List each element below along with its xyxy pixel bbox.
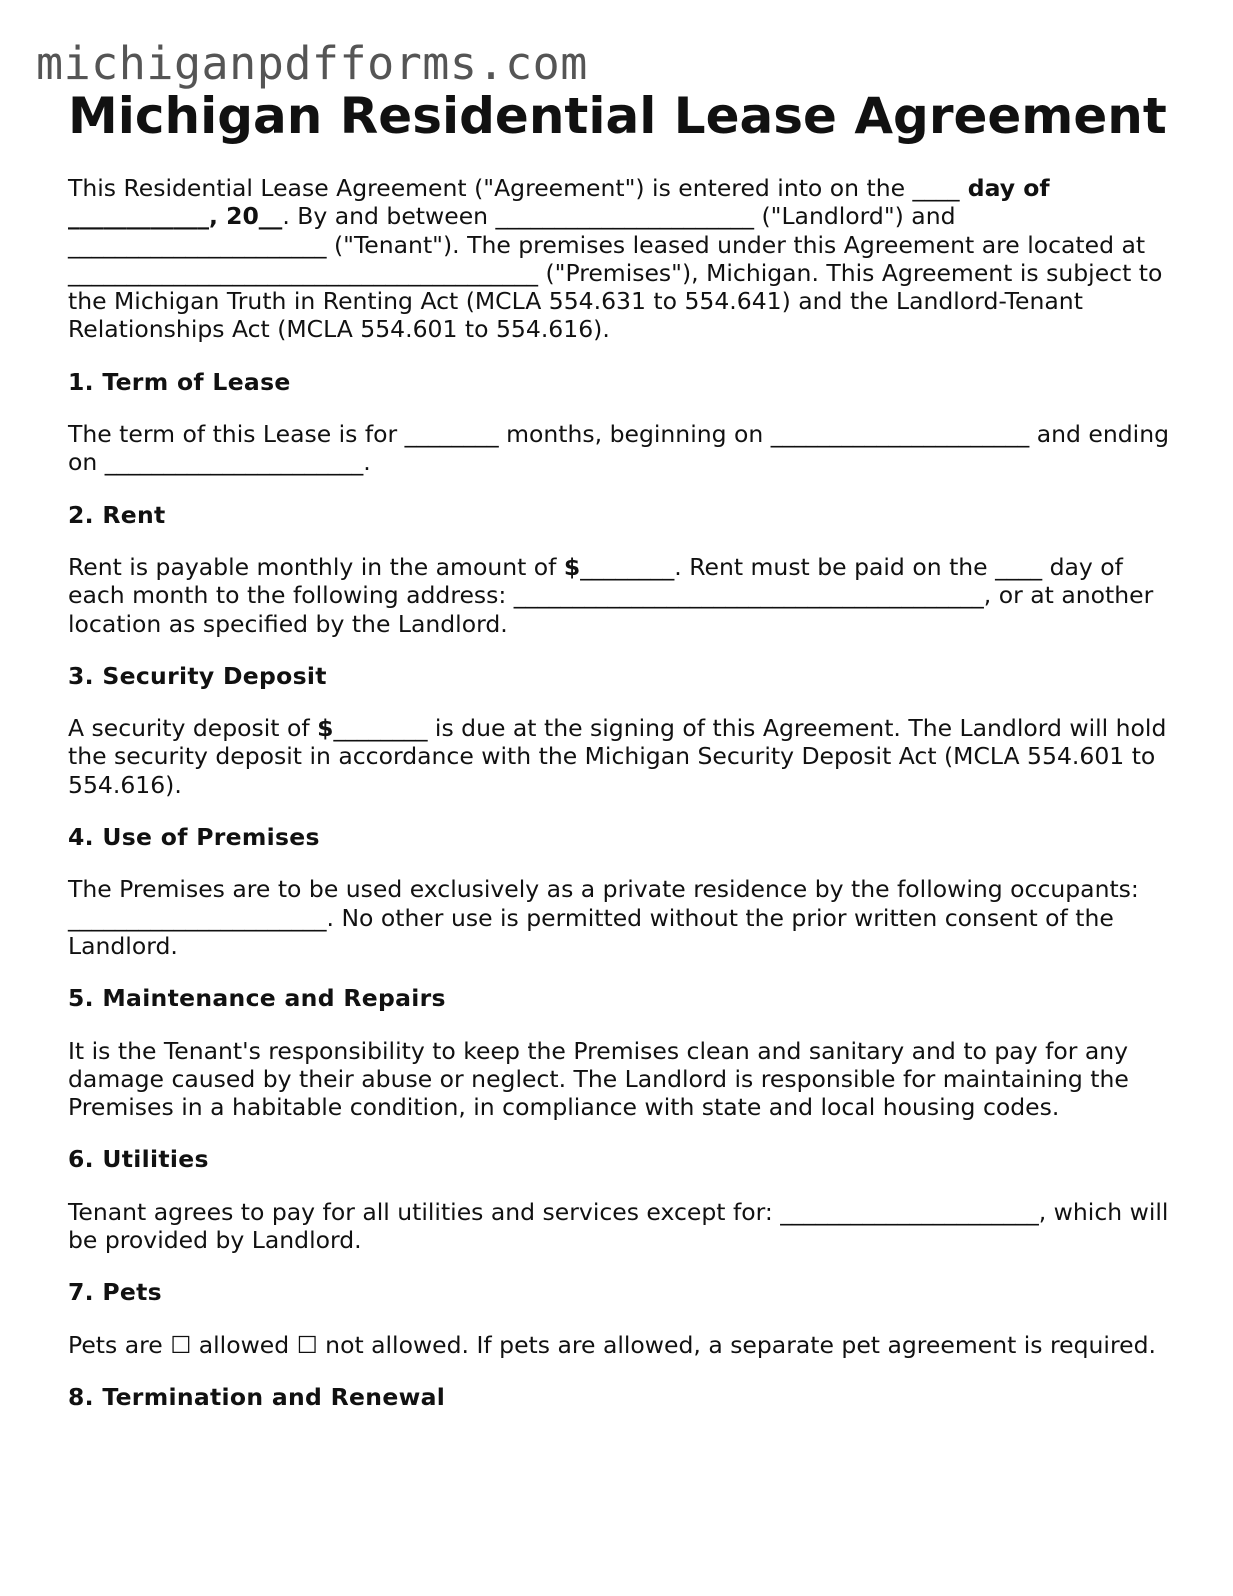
section-text-term: The term of this Lease is for ________ months, beginning on ______________________ and ending on ______________________. xyxy=(68,420,1170,477)
section-heading-termination: 8. Termination and Renewal xyxy=(68,1382,446,1411)
intro-paragraph xyxy=(68,174,1183,344)
document-title: Michigan Residential Lease Agreement xyxy=(68,87,1167,145)
section-text-utilities: Tenant agrees to pay for all utilities and services except for: ______________________, which will be provided by Landlord. xyxy=(68,1197,1169,1255)
intro-bold-2-blank: ____________ xyxy=(68,202,209,231)
intro-bold-1: day of xyxy=(959,174,1050,202)
site-watermark: michiganpdfforms.com xyxy=(36,37,588,90)
section-heading-utilities: 6. Utilities xyxy=(68,1145,209,1174)
section-text-rent xyxy=(68,553,1183,638)
section-heading-security-deposit: 3. Security Deposit xyxy=(68,661,327,690)
section-heading-use-of-premises: 4. Use of Premises xyxy=(68,823,320,852)
section-text-security-deposit xyxy=(68,714,1183,799)
rent-text-b: ________. Rent must be paid on the ____ day of each month to the following address: ________________________________________, or at another location as specified by the Landlord. xyxy=(68,552,1154,638)
intro-bold-2: , 20__ xyxy=(209,202,283,231)
intro-text-1: This Residential Lease Agreement ("Agreement") is entered into on the ____ xyxy=(68,174,960,202)
rent-dollar: $ xyxy=(563,552,581,581)
section-text-maintenance: It is the Tenant's responsibility to keep the Premises clean and sanitary and to pay for any damage caused by their abuse or neglect. The Landlord is responsible for maintaining the Premises in a habitable condition, in compliance with state and local housing codes. xyxy=(68,1036,1129,1122)
section-heading-rent: 2. Rent xyxy=(68,500,166,529)
section-heading-pets: 7. Pets xyxy=(68,1278,162,1307)
deposit-text-a: A security deposit of xyxy=(68,714,318,743)
rent-text-a: Rent is payable monthly in the amount of xyxy=(68,552,564,581)
section-heading-term: 1. Term of Lease xyxy=(68,367,291,396)
section-text-use-of-premises: The Premises are to be used exclusively as a private residence by the following occupants: ______________________. No other use is permitted without the prior written consent of the Landlord. xyxy=(68,875,1139,960)
section-text-pets: Pets are ☐ allowed ☐ not allowed. If pets are allowed, a separate pet agreement is required. xyxy=(68,1330,1156,1359)
intro-text-2: . By and between ______________________ ("Landlord") and ______________________ ("Tenant"). The premises leased under this Agreement are located at ________________________________________ ("Premises"), Michigan. This Agreement is subject to the Michigan Truth in Renting Act (MCLA 554.631 to 554.641) and the Landlord-Tenant Relationships Act (MCLA 554.601 to 554.616). xyxy=(68,202,1163,344)
document-body xyxy=(68,174,1183,1435)
deposit-text-b: ________ is due at the signing of this Agreement. The Landlord will hold the security deposit in accordance with the Michigan Security Deposit Act (MCLA 554.601 to 554.616). xyxy=(68,714,1167,799)
deposit-dollar: $ xyxy=(317,714,334,743)
section-heading-maintenance: 5. Maintenance and Repairs xyxy=(68,984,446,1013)
